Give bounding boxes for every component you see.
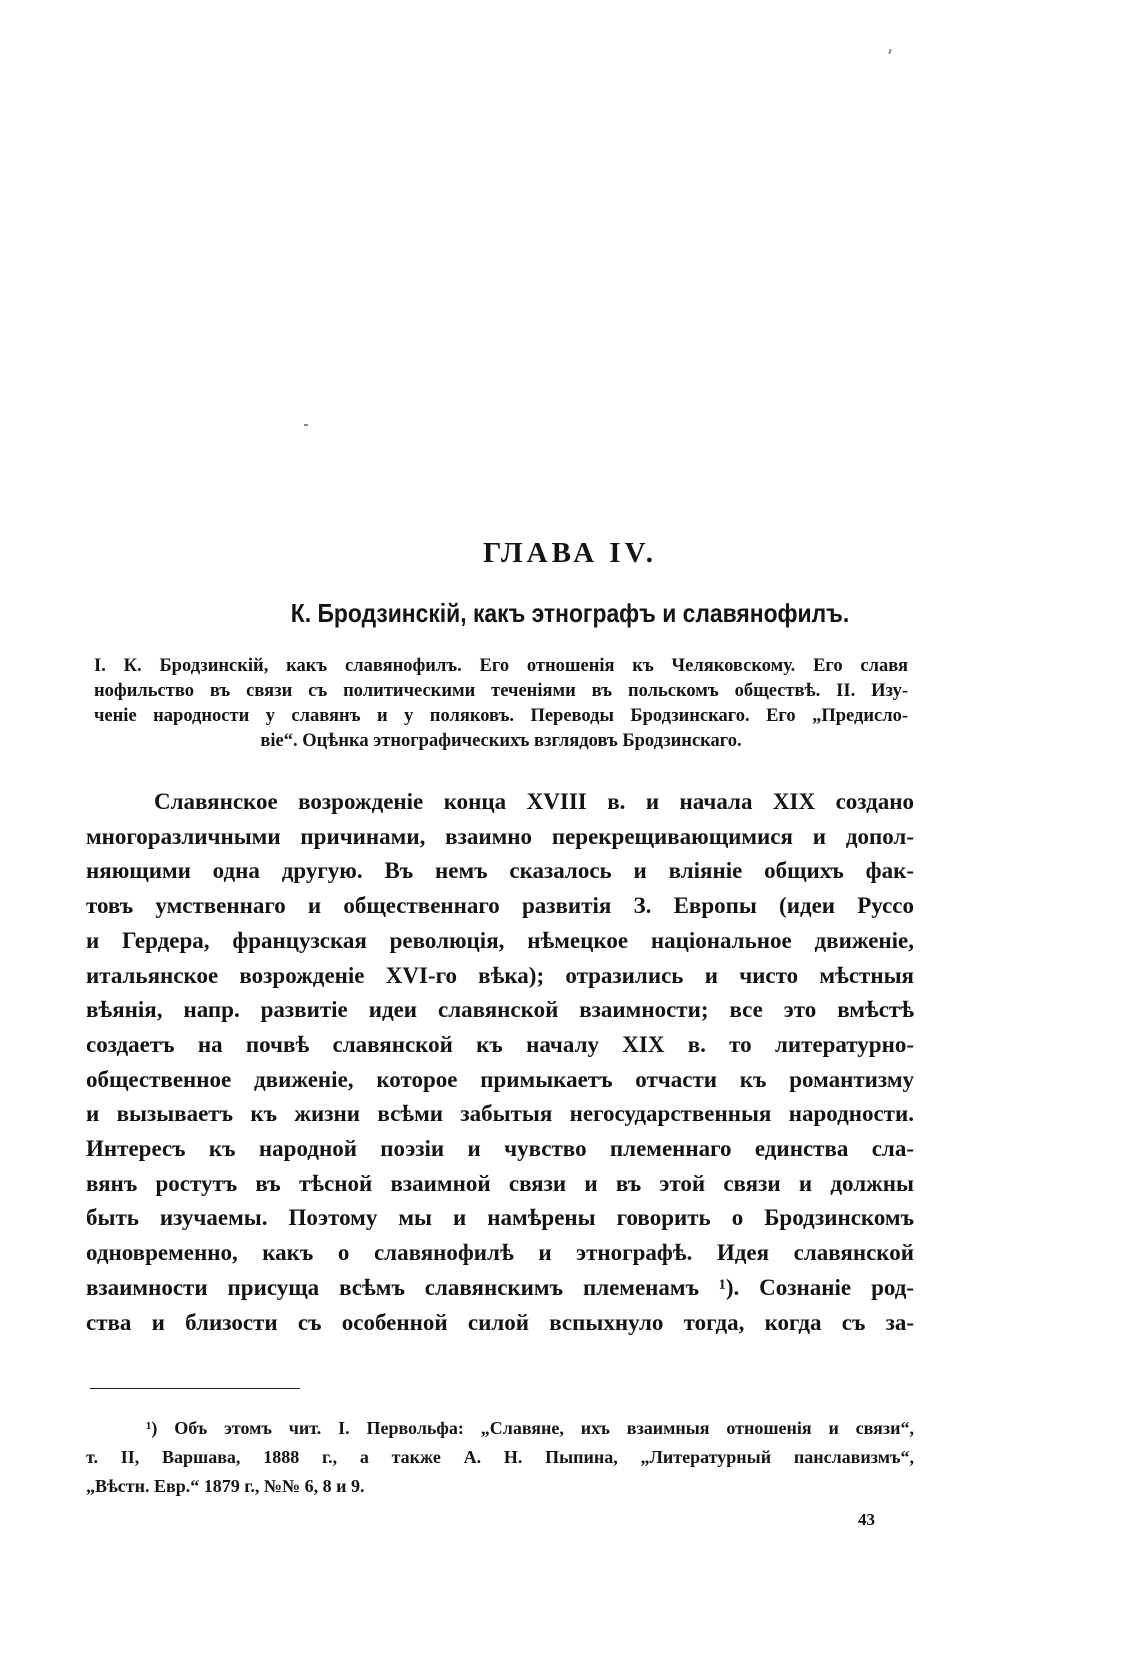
body-line: Славянское возрожденіе конца XVIII в. и начала XIX создано	[154, 789, 914, 814]
footnote	[86, 1414, 914, 1501]
body-line: товъ умственнаго и общественнаго развитія З. Европы (идеи Руссо	[86, 893, 914, 919]
body-paragraph	[86, 785, 914, 1340]
body-line: няющими одна другую. Въ немъ сказалось и вліяніе общихъ фак-	[86, 858, 914, 884]
summary-line: нофильство въ связи съ политическими теченіями въ польскомъ обществѣ. II. Изу-	[94, 681, 908, 701]
scan-speck	[304, 424, 308, 426]
body-line: одновременно, какъ о славянофилѣ и этнографѣ. Идея славянской	[86, 1240, 914, 1266]
footnote-divider	[90, 1388, 300, 1389]
body-line: многоразличными причинами, взаимно перекрещивающимися и допол-	[86, 823, 914, 849]
body-line: вянъ ростутъ въ тѣсной взаимной связи и въ этой связи и должны	[86, 1170, 914, 1196]
summary-line: I. К. Бродзинскій, какъ славянофилъ. Его отношенія къ Челяковскому. Его славя	[94, 656, 908, 676]
footnote-line: т. II, Варшава, 1888 г., а также А. Н. Пыпина, „Литературный панславизмъ“,	[86, 1447, 914, 1467]
body-line: взаимности присуща всѣмъ славянскимъ племенамъ ¹). Сознаніе род-	[86, 1274, 914, 1300]
summary-line: ченіе народности у славянъ и у поляковъ. Переводы Бродзинскаго. Его „Предисло-	[94, 706, 908, 726]
chapter-summary	[94, 654, 908, 754]
footnote-line: „Вѣстн. Евр.“ 1879 г., №№ 6, 8 и 9.	[86, 1476, 365, 1496]
chapter-title: К. Бродзинскій, какъ этнографъ и славянофилъ.	[290, 598, 850, 628]
body-line: и вызываетъ къ жизни всѣми забытыя негосударственныя народности.	[86, 1101, 914, 1127]
page-number: 43	[858, 1510, 875, 1529]
summary-line: віе“. Оцѣнка этнографическихъ взглядовъ Бродзинскаго.	[260, 731, 742, 751]
scan-speck	[888, 49, 892, 54]
chapter-number: ГЛАВА IV.	[482, 537, 658, 569]
body-line: быть изучаемы. Поэтому мы и намѣрены говорить о Бродзинскомъ	[86, 1205, 914, 1231]
body-line: и Гердера, французская революція, нѣмецкое національное движеніе,	[86, 927, 914, 953]
body-line: общественное движеніе, которое примыкаетъ отчасти къ романтизму	[86, 1066, 914, 1092]
body-line: Интересъ къ народной поэзіи и чувство племеннаго единства сла-	[86, 1136, 914, 1162]
footnote-line: ¹) Объ этомъ чит. I. Первольфа: „Славяне, ихъ взаимныя отношенія и связи“,	[146, 1418, 914, 1438]
body-line: итальянское возрожденіе XVI-го вѣка); отразились и чисто мѣстныя	[86, 962, 914, 988]
body-line: ства и близости съ особенной силой вспыхнуло тогда, когда съ за-	[86, 1309, 914, 1335]
body-line: вѣянія, напр. развитіе идеи славянской взаимности; все это вмѣстѣ	[86, 997, 914, 1023]
body-line: создаетъ на почвѣ славянской къ началу XIX в. то литературно-	[86, 1031, 914, 1057]
